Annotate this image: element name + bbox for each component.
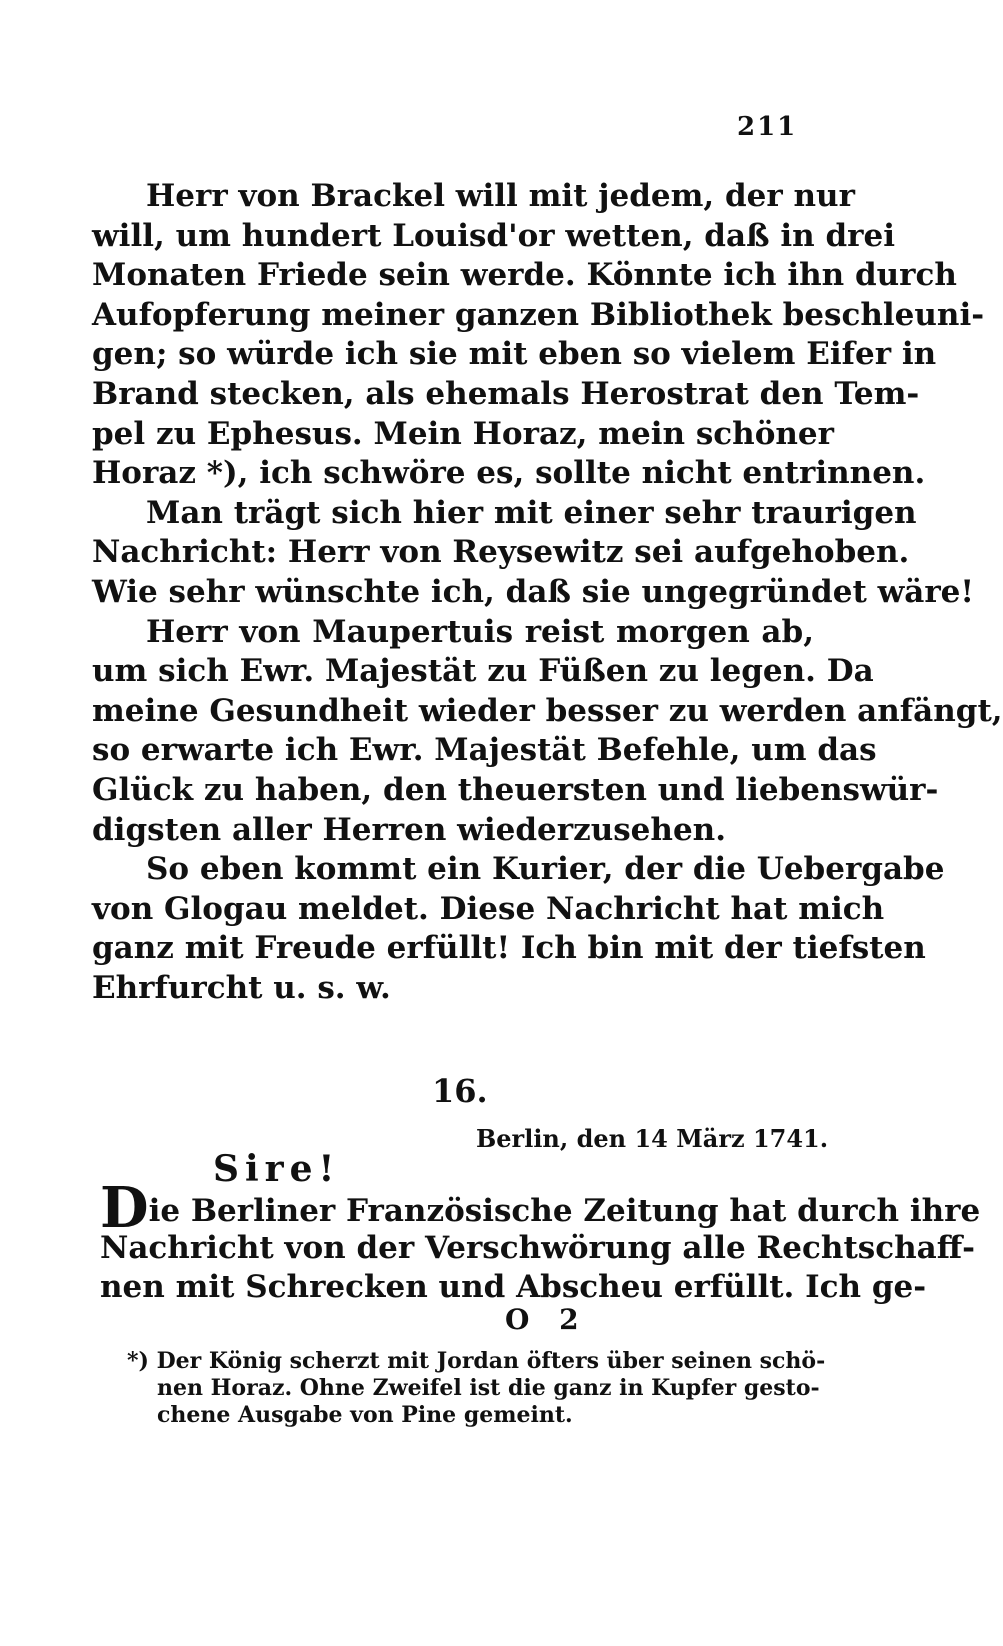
text-line: ganz mit Freude erfüllt! Ich bin mit der tiefsten [92, 930, 926, 967]
text-line: Monaten Friede sein werde. Könnte ich ihn durch [92, 257, 957, 294]
text-line: gen; so würde ich sie mit eben so vielem Eifer in [92, 336, 937, 373]
text-line: nen mit Schrecken und Abscheu erfüllt. Ich ge- [100, 1269, 927, 1306]
main-text [92, 177, 1003, 1008]
text-line: Wie sehr wünschte ich, daß sie ungegründet wäre! [92, 573, 975, 610]
text-line: pel zu Ephesus. Mein Horaz, mein schöner [92, 415, 834, 452]
text-line: digsten aller Herren wiederzusehen. [92, 811, 727, 848]
text-line: Man trägt sich hier mit einer sehr traurigen [146, 494, 917, 531]
text-line: meine Gesundheit wieder besser zu werden anfängt, [92, 692, 1003, 729]
letter-number: 16. [432, 1072, 488, 1110]
signature-mark: O 2 [505, 1303, 589, 1336]
text-line: Herr von Brackel will mit jedem, der nur [146, 178, 855, 214]
footnote [127, 1348, 826, 1429]
text-line: von Glogau meldet. Diese Nachricht hat mich [92, 890, 885, 927]
text-line: Herr von Maupertuis reist morgen ab, [146, 613, 814, 650]
text-line [100, 1175, 981, 1241]
text-line: Aufopferung meiner ganzen Bibliothek beschleuni- [92, 296, 985, 333]
text-line: Nachricht von der Verschwörung alle Rechtschaff- [100, 1229, 976, 1266]
text-line: Glück zu haben, den theuersten und liebenswür- [92, 771, 939, 808]
text-line: So eben kommt ein Kurier, der die Uebergabe [146, 851, 945, 888]
footnote-line: *) Der König scherzt mit Jordan öfters über seinen schö- [127, 1348, 826, 1374]
text-line: Brand stecken, als ehemals Herostrat den Tem- [92, 375, 920, 412]
footnote-line: chene Ausgabe von Pine gemeint. [157, 1402, 573, 1428]
drop-cap: D [100, 1175, 149, 1241]
page-number: 211 [737, 112, 798, 142]
text-line: um sich Ewr. Majestät zu Füßen zu legen. Da [92, 653, 874, 690]
salutation: Sire! [213, 1148, 341, 1190]
text-line: will, um hundert Louisd'or wetten, daß in drei [92, 217, 896, 254]
text-line: Ehrfurcht u. s. w. [92, 969, 391, 1006]
text-line-rest: ie Berliner Französische Zeitung hat durch ihre [148, 1193, 981, 1229]
letter-text [100, 1175, 981, 1307]
text-line: Horaz *), ich schwöre es, sollte nicht entrinnen. [92, 455, 926, 492]
text-line: so erwarte ich Ewr. Majestät Befehle, um das [92, 732, 877, 769]
text-line: Nachricht: Herr von Reysewitz sei aufgehoben. [92, 534, 910, 571]
dateline: Berlin, den 14 März 1741. [476, 1124, 829, 1153]
footnote-line: nen Horaz. Ohne Zweifel ist die ganz in Kupfer gesto- [157, 1375, 820, 1401]
